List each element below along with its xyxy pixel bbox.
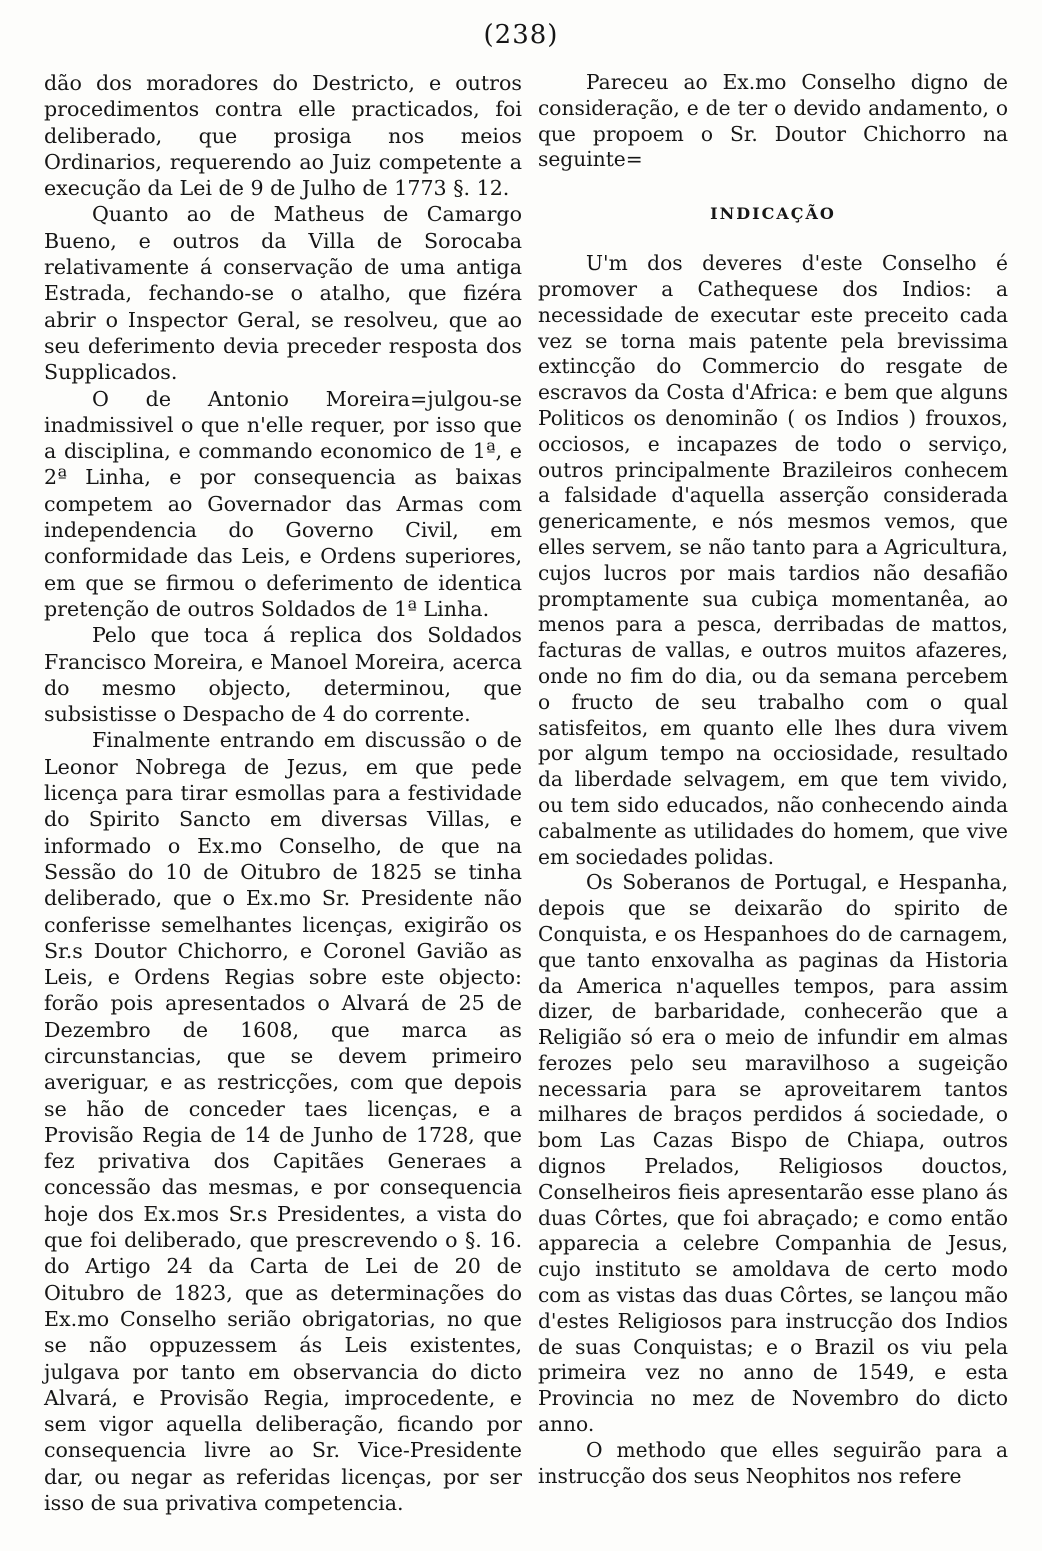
right-column bbox=[538, 70, 1008, 1489]
paragraph: Quanto ao de Matheus de Camargo Bueno, e outros da Villa de Sorocaba relativamente á conservação de uma antiga Estrada, fechando-se o atalho, que fizéra abrir o Inspector Geral, se resolveu, que ao seu deferimento devia preceder resposta dos Supplicados. bbox=[44, 202, 522, 385]
paragraph: O de Antonio Moreira=julgou-se inadmissivel o que n'elle requer, por isso que a disciplina, e commando economico de 1ª, e 2ª Linha, e por consequencia as baixas competem ao Governador das Armas com independencia do Governo Civil, em conformidade das Leis, e Ordens superiores, em que se firmou o deferimento de identica pretenção de outros Soldados de 1ª Linha. bbox=[44, 386, 522, 621]
intro-paragraph: Pareceu ao Ex.mo Conselho digno de consideração, e de ter o devido andamento, o que propoem o Sr. Doutor Chichorro na seguinte= bbox=[538, 70, 1008, 172]
section-heading: INDICAÇÃO bbox=[710, 204, 836, 224]
page-number: (238) bbox=[483, 20, 559, 50]
left-column bbox=[44, 70, 522, 1516]
paragraph: Os Soberanos de Portugal, e Hespanha, depois que se deixarão do spirito de Conquista, e os Hespanhoes do de carnagem, que tanto enxovalha as paginas da Historia da America n'aquelles tempos, para assim dizer, de barbaridade, conhecerão que a Religião só era o meio de infundir em almas ferozes pelo seu maravilhoso a sugeição necessaria para se aproveitarem tantos milhares de braços perdidos á sociedade, o bom Las Cazas Bispo de Chiapa, outros dignos Prelados, Religiosos douctos, Conselheiros fieis apresentarão esse plano ás duas Côrtes, que foi abraçado; e como então apparecia a celebre Companhia de Jesus, cujo instituto se amoldava de certo modo com as vistas das duas Côrtes, se lançou mão d'estes Religiosos para instrucção dos Indios de suas Conquistas; e o Brazil os viu pela primeira vez no anno de 1549, e esta Provincia no mez de Novembro do dicto anno. bbox=[538, 870, 1008, 1437]
paragraph: U'm dos deveres d'este Conselho é promover a Cathequese dos Indios: a necessidade de executar este preceito cada vez se torna mais patente pela brevissima extincção do Commercio do resgate de escravos da Costa d'Africa: e bem que alguns Politicos os denominão ( os Indios ) frouxos, occiosos, e incapazes de todo o serviço, outros principalmente Brazileiros conhecem a falsidade d'aquella asserção considerada genericamente, e nós mesmos vemos, que elles servem, se não tanto para a Agricultura, cujos lucros por mais tardios não desafião promptamente sua cubiça momentanêa, ao menos para a pesca, derribadas de mattos, facturas de vallas, e outros muitos afazeres, onde no fim do dia, ou da semana percebem o fructo de seu trabalho com o qual satisfeitos, em quanto elle lhes dura vivem por algum tempo na occiosidade, resultado da liberdade selvagem, em que tem vivido, ou tem sido educados, não conhecendo ainda cabalmente as utilidades do homem, que vive em sociedades polidas. bbox=[538, 251, 1008, 869]
paragraph: O methodo que elles seguirão para a instrucção dos seus Neophitos nos refere bbox=[538, 1437, 1008, 1488]
paragraph: Finalmente entrando em discussão o de Leonor Nobrega de Jezus, em que pede licença para tirar esmollas para a festividade do Spirito Sancto em diversas Villas, e informado o Ex.mo Conselho, de que na Sessão do 10 de Oitubro de 1825 se tinha deliberado, que o Ex.mo Sr. Presidente não conferisse semelhantes licenças, exigirão os Sr.s Doutor Chichorro, e Coronel Gavião as Leis, e Ordens Regias sobre este objecto: forão pois apresentados o Alvará de 25 de Dezembro de 1608, que marca as circunstancias, que se devem primeiro averiguar, e as restricções, com que depois se hão de conceder taes licenças, e a Provisão Regia de 14 de Junho de 1728, que fez privativa dos Capitães Generaes a concessão das mesmas, e por consequencia hoje dos Ex.mos Sr.s Presidentes, a vista do que foi deliberado, que prescrevendo o §. 16. do Artigo 24 da Carta de Lei de 20 de Oitubro de 1823, que as determinações do Ex.mo Conselho serião obrigatorias, no que se não oppuzessem ás Leis existentes, julgava por tanto em observancia do dicto Alvará, e Provisão Regia, improcedente, e sem vigor aquella deliberação, ficando por consequencia livre ao Sr. Vice-Presidente dar, ou negar as referidas licenças, por ser isso de sua privativa competencia. bbox=[44, 728, 522, 1516]
paragraph: dão dos moradores do Destricto, e outros procedimentos contra elle practicados, foi deliberado, que prosiga nos meios Ordinarios, requerendo ao Juiz competente a execução da Lei de 9 de Julho de 1773 §. 12. bbox=[44, 71, 522, 201]
paragraph: Pelo que toca á replica dos Soldados Francisco Moreira, e Manoel Moreira, acerca do mesmo objecto, determinou, que subsistisse o Despacho de 4 do corrente. bbox=[44, 623, 522, 727]
